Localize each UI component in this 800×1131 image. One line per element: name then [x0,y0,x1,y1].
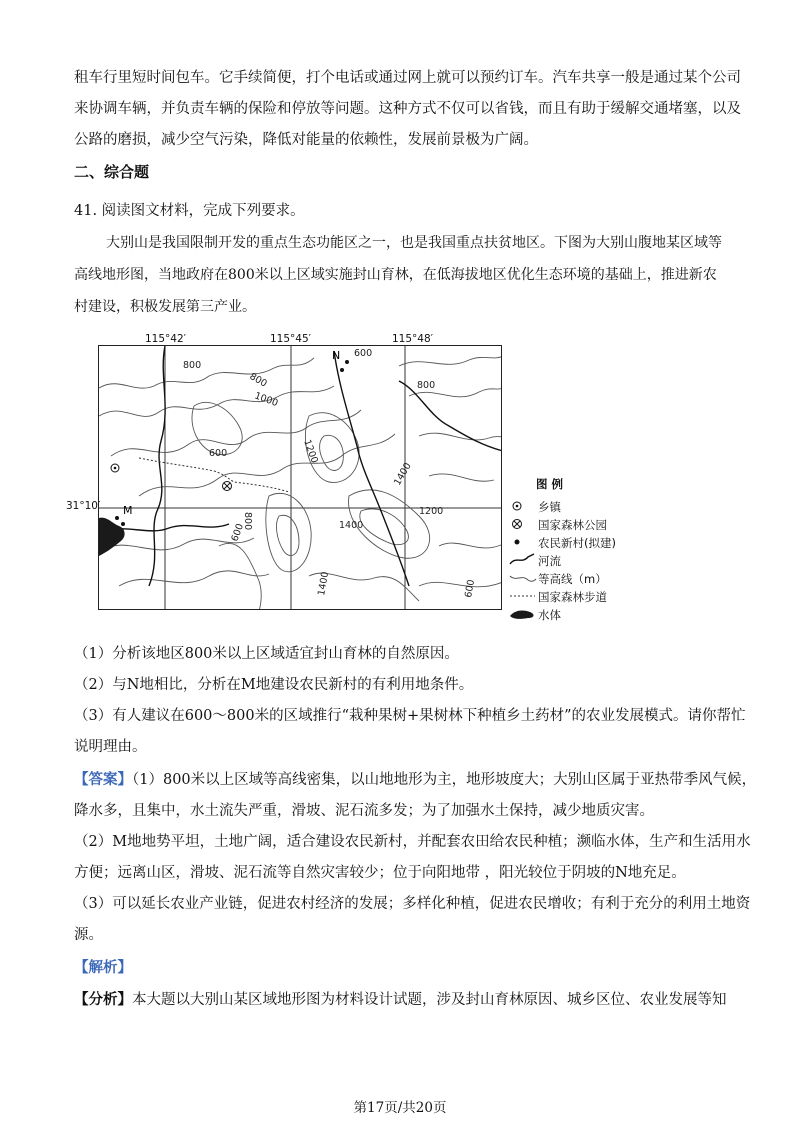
legend-label: 河流 [538,554,561,568]
legend-item-village [508,534,678,550]
legend-item-town [508,498,678,514]
elevation-label: 1400 [339,520,364,531]
contour-map [98,345,502,610]
water-icon [508,606,538,622]
answer-line-5: （3）可以延长农业产业链，促进农村经济的发展；多样化种植，促进农民增收；有利于充分的利用土地资 [74,896,751,912]
analysis-text: 本大题以大别山某区域地形图为材料设计试题，涉及封山育林原因、城乡区位、农业发展等知 [132,992,727,1008]
elevation-label: 1200 [301,438,320,465]
forest-park-icon [508,516,538,532]
elevation-label: 800 [417,380,436,391]
legend-label: 等高线（m） [538,572,607,586]
elevation-label: 1200 [419,506,444,517]
legend-item-water [508,606,678,622]
legend-item-trail [508,588,678,604]
longitude-label-2: 115°45′ [270,333,312,345]
elevation-label: 600 [229,522,247,544]
longitude-label-3: 115°48′ [392,333,434,345]
legend-label: 国家森林公园 [538,518,607,532]
elevation-label: 800 [183,360,202,371]
contour-map-svg [99,346,502,610]
elevation-label: 600 [463,578,478,599]
page-footer: 第17页/共20页 [353,1100,447,1116]
answer-tag: 【答案】 [74,771,132,788]
answer-line-3: （2）M地地势平坦，土地广阔，适合建设农民新村，并配套农田给农民种植；濒临水体，生产和生活用水 [74,834,751,850]
village-dot-icon [508,534,538,550]
legend-label: 国家森林步道 [538,590,607,604]
village-m-dot [121,522,125,526]
legend-label: 水体 [538,608,561,622]
analysis-line [74,990,726,1010]
intro-line-1: 租车行里短时间包车。它手续简便，打个电话或通过网上就可以预约订车。汽车共享一般是通过某个公司 [74,70,741,86]
village-n-dot [340,368,344,372]
latitude-label: 31°10′ [66,500,101,512]
elevation-label: 1000 [252,390,280,410]
analysis-heading: 【解析】 [74,959,132,976]
trail-icon [508,588,538,604]
sub-question-3: （3）有人建议在600～800米的区域推行“栽种果树+果树林下种植乡土药材”的农业发展模式。请你帮忙 [74,708,746,724]
material-line-3: 村建设，积极发展第三产业。 [74,299,256,315]
question-title: 41. 阅读图文材料，完成下列要求。 [74,203,305,219]
elevation-label: 800 [247,371,269,390]
contour-icon [508,570,538,586]
elevation-label: 600 [354,348,373,359]
section-heading: 二、综合题 [74,163,150,181]
material-line-1: 大别山是我国限制开发的重点生态功能区之一，也是我国重点扶贫地区。下图为大别山腹地某区域等 [106,235,722,251]
legend-item-river [508,552,678,568]
legend-item-forest-park [508,516,678,532]
town-icon [111,464,119,472]
elevation-label: 800 [242,512,253,531]
legend-title: 图 例 [536,477,564,491]
legend-item-contour [508,570,678,586]
answer-text: （1）800米以上区域等高线密集，以山地地形为主，地形坡度大；大别山区属于亚热带季风气候， [132,772,757,788]
town-icon [508,498,538,514]
sub-question-2: （2）与N地相比，分析在M地建设农民新村的有利用地条件。 [74,677,474,693]
elevation-label: 1400 [316,570,332,597]
answer-line-4: 方便；远离山区，滑坡、泥石流等自然灾害较少；位于向阳地带 ，阳光较位于阴坡的N地充足。 [74,865,686,881]
point-label-m: M [123,504,133,517]
village-n-dot [345,360,349,364]
legend-label: 农民新村(拟建) [538,536,616,550]
village-m-dot [115,516,119,520]
forest-park-icon [223,482,232,491]
sub-question-3-continued: 说明理由。 [74,739,147,755]
point-label-n: N [332,349,341,362]
material-line-2: 高线地形图，当地政府在800米以上区域实施封山育林，在低海拔地区优化生态环境的基础上，推进新农 [74,267,717,283]
contour-lines [99,356,502,610]
answer-line-1 [74,770,757,790]
elevation-label: 600 [209,448,228,459]
sub-question-1: （1）分析该地区800米以上区域适宜封山育林的自然原因。 [74,646,459,662]
intro-line-3: 公路的磨损，减少空气污染，降低对能量的依赖性，发展前景极为广阔。 [74,132,538,148]
answer-line-6: 源。 [74,927,103,943]
legend-label: 乡镇 [538,500,561,514]
intro-line-2: 来协调车辆，并负责车辆的保险和停放等问题。这种方式不仅可以省钱，而且有助于缓解交通堵塞，以及 [74,101,741,117]
river-icon [508,552,538,568]
elevation-label: 1400 [392,461,414,488]
answer-line-2: 降水多，且集中，水土流失严重，滑坡、泥石流多发；为了加强水土保持，减少地质灾害。 [74,803,654,819]
longitude-label-1: 115°42′ [145,333,187,345]
water-body-shape [99,518,125,556]
analysis-tag: 【分析】 [74,991,132,1008]
